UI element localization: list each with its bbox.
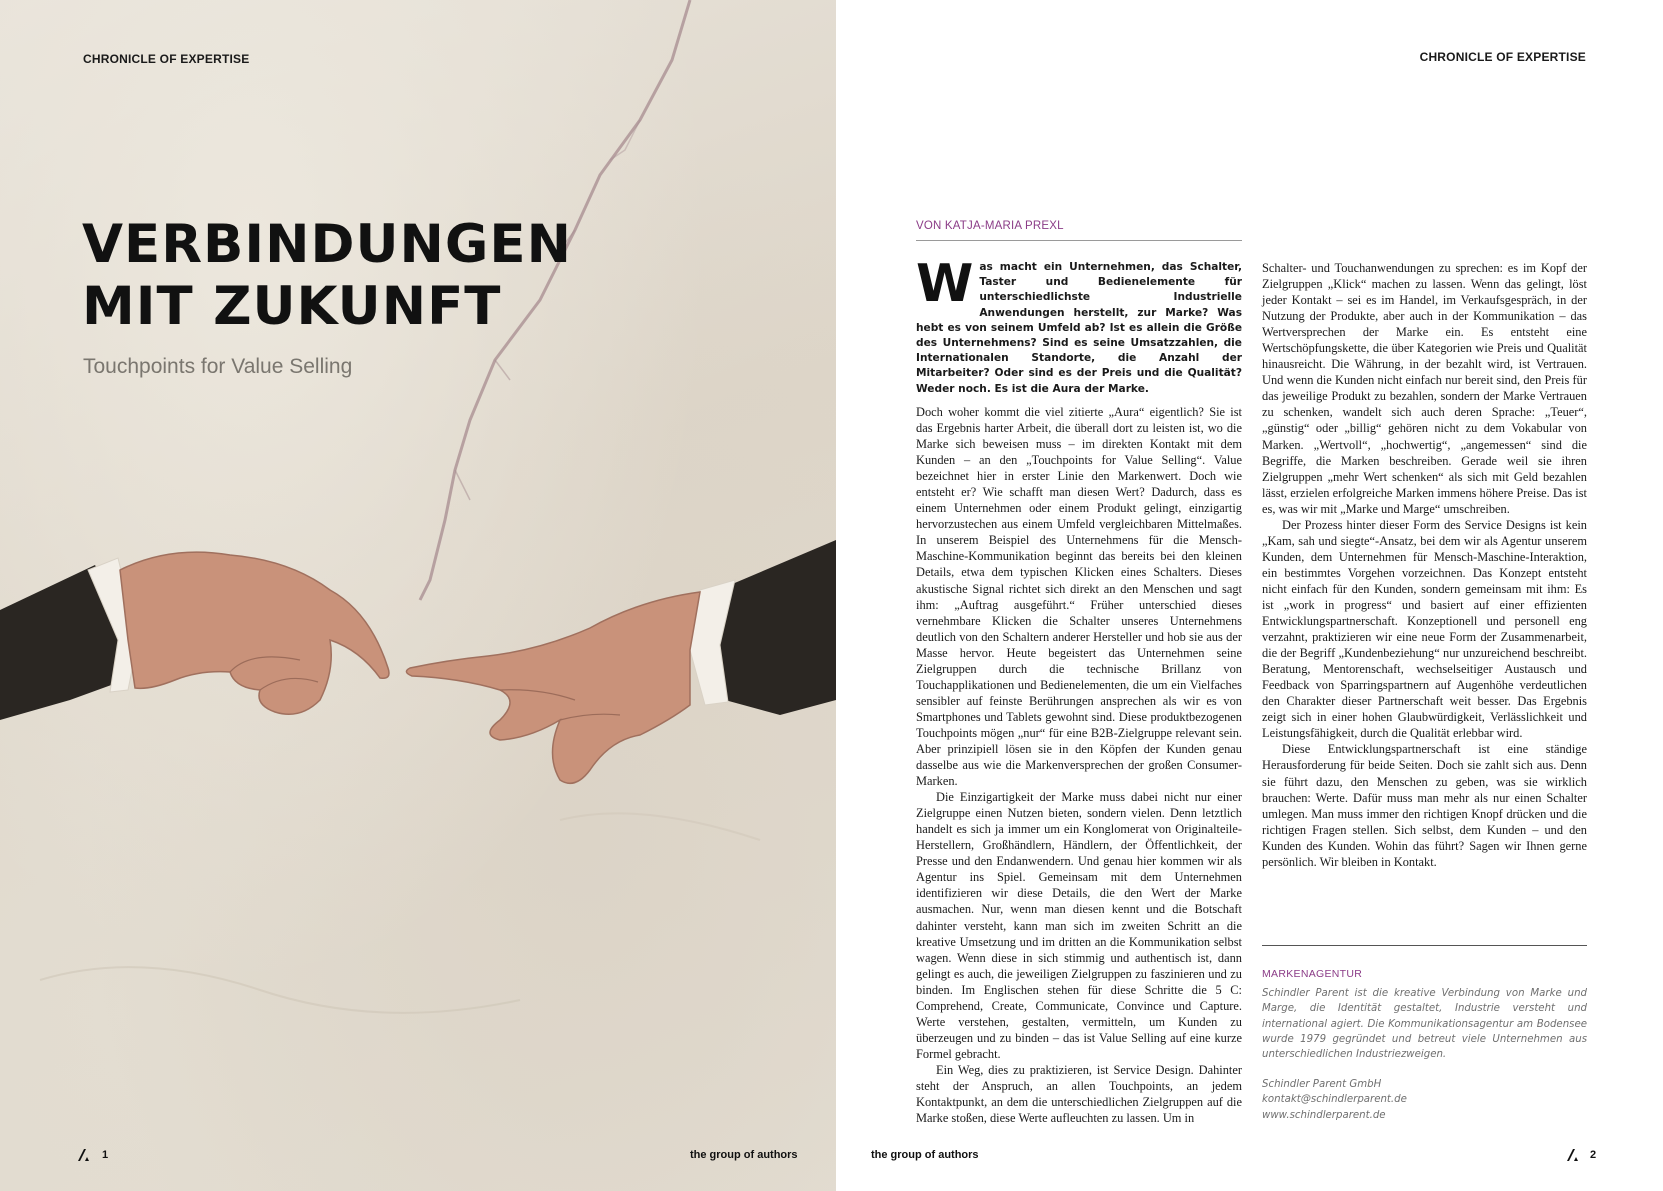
paragraph: Doch woher kommt die viel zitierte „Aura“ eigentlich? Sie ist das Ergebnis harter Arbeit, die überall dort zu leisten ist, wo die Marke sich beweisen muss – im direkten Kontakt mit dem Kunden – an den „Touchpoints for Value Selling“. Value bezeichnet hier in erster Linie den Markenwert. Doch wie entsteht er? Wie schafft man diesen Wert? Dadurch, dass es einem Unternehmen oder einem Produkt gelingt, einzigartig hervorzustechen aus einem Umfeld vergleichbaren Mittelmaßes. In unserem Beispiel des Unternehmens für die Mensch-Maschine-Kommunikation beginnt das bereits bei den kleinen Details, etwa dem typischen Klicken eines Schalters. Dieses akustische Signal richtet sich direkt an den Menschen und sagt ihm: „Auftrag ausgeführt.“ Früher unterschied dieses vernehmbare Klicken die Schalter unseres Unternehmens deutlich von den Schaltern anderer Hersteller und hob sie aus der Masse hervor. Heute begeistert das Unternehmen seine Zielgruppen durch die technische Brillanz von Touchapplikationen und Bedienelementen, die um ein Vielfaches sensibler auf feinste Berührungen ansprechen als wir es von Smartphones und Tablets gewohnt sind. Diese produktbezogenen Touchpoints mögen „nur“ für eine B2B-Zielgruppe relevant sein. Aber prinzipiell lösen sie in den Köpfen der Kunden genau dasselbe aus wie die Markenversprechen der großen Consumer-Marken.	[916, 405, 1242, 789]
headline-line-2: MIT ZUKUNFT	[82, 276, 502, 337]
article-subtitle: Touchpoints for Value Selling	[83, 355, 353, 378]
lead-text: as macht ein Unternehmen, das Schalter, Taster und Bedienelemente für unterschiedlichste Industrielle Anwendungen herstellt, zur Marke? Was hebt es von seinem Umfeld ab? Ist es allein die Größe des Unternehmens? Sind es seine Umsatzzahlen, die Internationalen Standorte, die Anzahl der Mitarbeiter? Oder sind es der Preis und die Qualität? Weder noch. Es ist die Aura der Marke.	[916, 261, 1242, 395]
info-box-text: Schindler Parent ist die kreative Verbindung von Marke und Marge, die Identität gestaltet, Industrie versteht und international agiert. Die Kommunikationsagentur am Bodensee wurde 1979 gegründet und betreut viele Unternehmen aus unterschiedlichen Industriezweigen.	[1262, 988, 1587, 1061]
info-box-divider	[1262, 945, 1587, 946]
paragraph: Schalter- und Touchanwendungen zu sprechen: es im Kopf der Zielgruppen „Klick“ machen zu lassen. Wenn das gelingt, löst jeder Kontakt – sei es im Handel, im Verkaufsgespräch, in der Nutzung der Produkte, aber auch in der Kommunikation – das Wertversprechen der Marke ein. Es entsteht eine Wertschöpfungskette, die über Kategorien wie Preis und Qualität hinausreicht. Die Währung, in der bezahlt wird, ist Vertrauen. Und wenn die Kunden nicht einfach nur bereit sind, den Preis für das jeweilige Produkt zu bezahlen, sondern der Marke Vertrauen zu schenken, wandelt sich auch deren Sprache: „Teuer“, „günstig“ oder „billig“ gehören nicht zu dem Vokabular von Marken. „Wertvoll“, „hochwertig“, „angemessen“ sind die Begriffe, die Marken beschreiben. Gerade weil sie ihren Zielgruppen „mehr Wert schenken“ als sich mit Geld bezahlen lässt, erzielen erfolgreiche Marken immens höhere Preise. Das ist es, was wir mit „Marke und Marge“ umschreiben.	[1262, 261, 1587, 516]
article-headline	[82, 214, 572, 338]
page-number: 2	[1590, 1149, 1597, 1161]
running-head: CHRONICLE OF EXPERTISE	[83, 52, 250, 66]
byline-divider	[916, 240, 1242, 241]
byline: VON KATJA-MARIA PREXL	[916, 220, 1064, 232]
headline-line-1: VERBINDUNGEN	[82, 214, 572, 275]
paragraph: Der Prozess hinter dieser Form des Service Designs ist kein „Kam, sah und siegte“-Ansatz, bei dem wir als Agentur unserem Kunden, dem Unternehmen für Mensch-Maschine-Interaktion, ein bestimmtes Vorgehen vorzeichnen. Das Konzept entsteht nicht einfach für den Kunden, sondern gemeinsam mit ihm: Es ist „work in progress“ und basiert auf einer effizienten Entwicklungspartnerschaft. Konzeptionell und personell eng verzahnt, praktizieren wir eine neue Form der Zusammenarbeit, die der Begriff „Kundenbeziehung“ nur unzureichend beschreibt. Beratung, Mentorenschaft, wechselseitiger Austausch und Feedback von Sparringspartnern auf Augenhöhe verdeutlichen den Charakter dieser Partnerschaft weit besser. Das Ergebnis zeigt sich in einer hohen Glaubwürdigkeit, Verlässlichkeit und Leistungsfähigkeit, durch die Qualität erlebbar wird.	[1262, 517, 1587, 741]
running-head: CHRONICLE OF EXPERTISE	[1419, 50, 1586, 64]
publisher-logo-icon	[1565, 1148, 1579, 1165]
footer-text: the group of authors	[871, 1149, 979, 1161]
paragraph: Ein Weg, dies zu praktizieren, ist Service Design. Dahinter steht der Anspruch, an allen Touchpoints, an jedem Kontaktpunkt, an dem die unterschiedlichen Zielgruppen auf die Marke stoßen, diese Werte aufleuchten zu lassen. Um in	[916, 1062, 1242, 1126]
page-number: 1	[102, 1149, 109, 1161]
lead-paragraph	[916, 254, 1242, 397]
body-column-2	[1262, 260, 1587, 870]
website-link[interactable]: www.schindlerparent.de	[1262, 1109, 1386, 1121]
footer-text: the group of authors	[690, 1149, 798, 1161]
publisher-logo-icon	[76, 1148, 90, 1165]
company-name: Schindler Parent GmbH	[1262, 1079, 1382, 1090]
body-column-1	[916, 404, 1242, 1126]
contact-email[interactable]: kontakt@schindlerparent.de	[1262, 1094, 1407, 1106]
drop-cap: W	[916, 254, 974, 314]
paragraph: Die Einzigartigkeit der Marke muss dabei nicht nur einer Zielgruppe einen Nutzen bieten, sondern vielen. Denn letztlich handelt es sich ja immer um ein Konglomerat von Originalteile-Herstellern, Großhändlern, Händlern, der Öffentlichkeit, der Presse und den Endanwendern. Und genau hier kommen wir als Agentur ins Spiel. Gemeinsam mit dem Unternehmen identifizieren wir diese Details, die den Wert der Marke ausmachen. Nur, wenn man diesen kennt und die Botschaft dahinter versteht, kann man sich im zweiten Schritt an die kreative Umsetzung und im dritten an die Kommunikation selbst wagen. Wenn diese in sich stimmig und authentisch ist, dann gelingt es auch, die jeweiligen Zielgruppen zu faszinieren und zu binden. Im Englischen stehen für diese Schritte die 5 C: Comprehend, Create, Communicate, Convince und Capture. Werte verstehen, gestalten, vermitteln, um Kunden zu überzeugen und zu binden – das ist Value Selling auf eine kurze Formel gebracht.	[916, 790, 1242, 1061]
info-box-contact	[1262, 1077, 1587, 1123]
info-box-heading: MARKENAGENTUR	[1262, 968, 1363, 980]
paragraph: Diese Entwicklungspartnerschaft ist eine ständige Herausforderung für beide Seiten. Doch sie zahlt sich aus. Denn sie führt dazu, den Menschen zu geben, was sie wirklich brauchen: Werte. Dafür muss man mehr als nur einen Schalter umlegen. Man muss immer den richtigen Knopf drücken und die richtigen Fragen stellen. Sich selbst, dem Kunden – und den Kunden des Kunden. Wohin das führt? Sagen wir Ihnen gerne persönlich. Wir bleiben in Kontakt.	[1262, 742, 1587, 869]
